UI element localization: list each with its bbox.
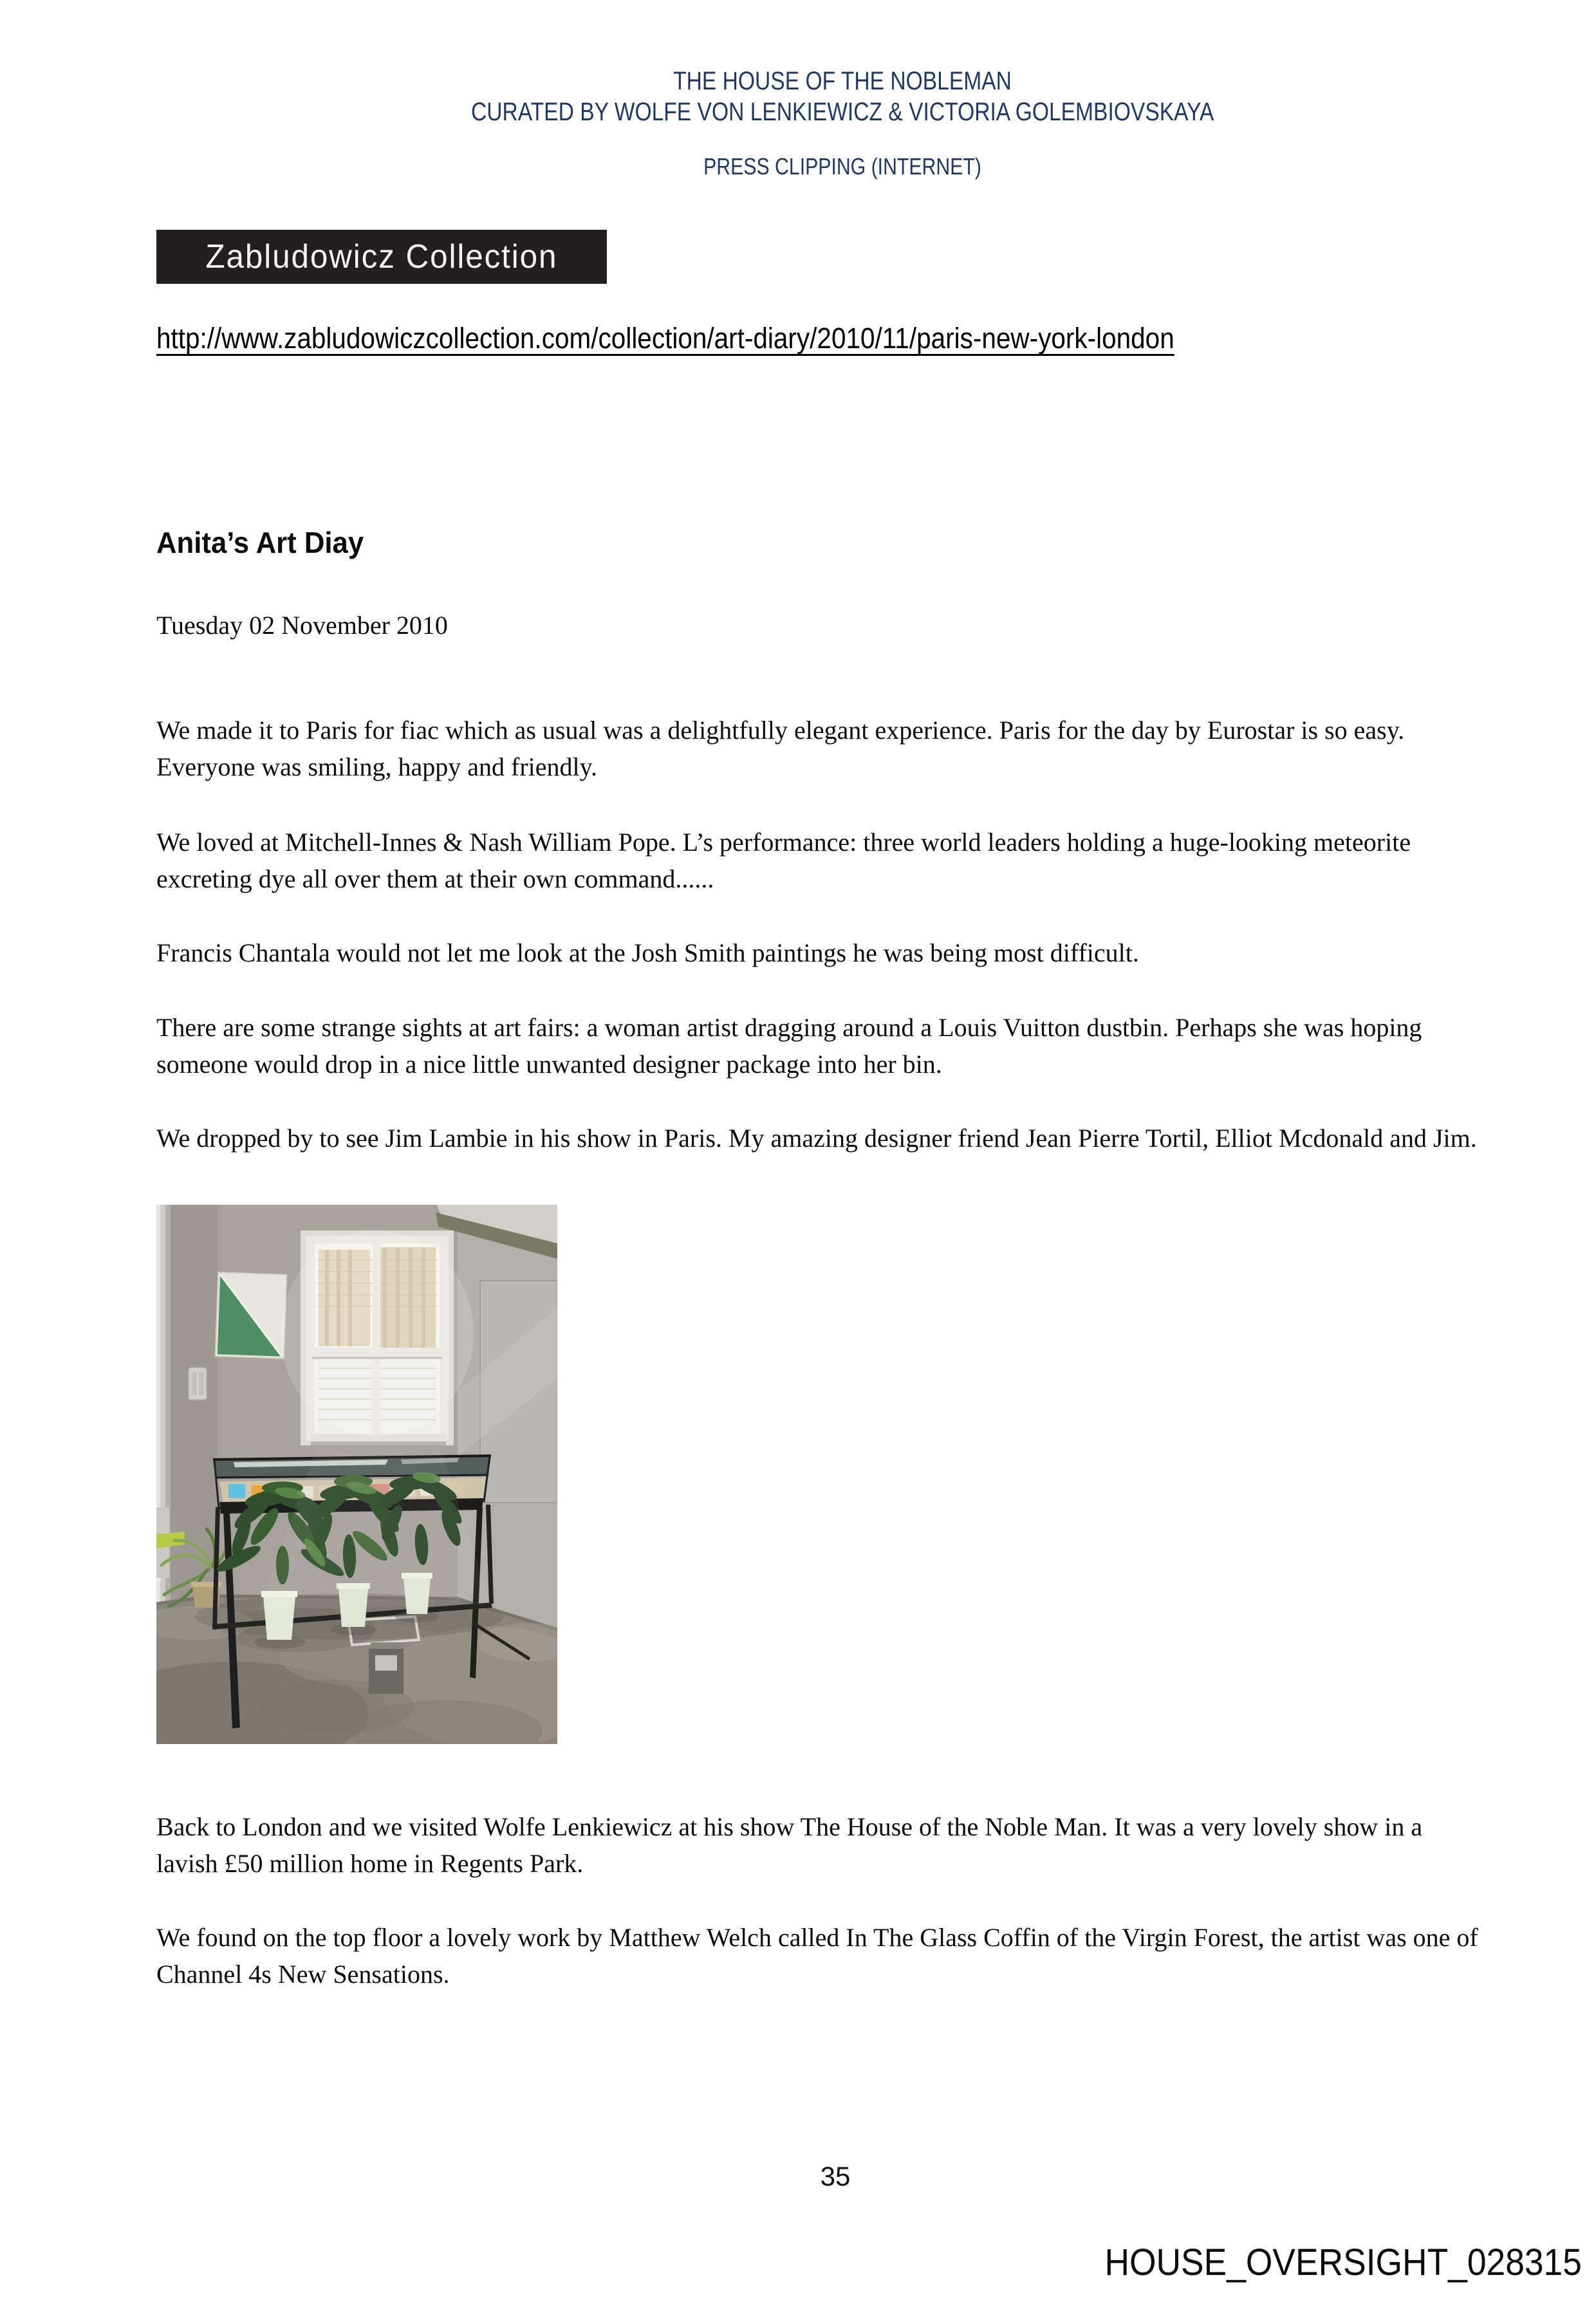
sash-window [281,1230,474,1445]
paragraph-3: Francis Chantala would not let me look at the Josh Smith paintings he was being most difficult. [156,938,1139,967]
paragraph-2: We loved at Mitchell-Innes & Nash William Pope. L’s performance: three world leaders holding a huge-looking meteorite excreting dye all over them at their own command...... [156,828,1411,893]
page-number: 35 [820,2161,851,2191]
paragraph-7: We found on the top floor a lovely work by Matthew Welch called In The Glass Coffin of the Virgin Forest, the artist was one of Channel 4s New Sensations. [156,1923,1478,1989]
paragraph-4: There are some strange sights at art fairs: a woman artist dragging around a Louis Vuitton dustbin. Perhaps she was hoping someone would drop in a nice little unwanted designer package into her bin. [156,1013,1422,1079]
gallery-room-photo [156,1205,557,1744]
header-line-3-wrap [0,153,1596,180]
logo-text: Zabludowicz Collection [205,238,558,275]
paragraph-5: We dropped by to see Jim Lambie in his show in Paris. My amazing designer friend Jean Pierre Tortil, Elliot Mcdonald and Jim. [156,1124,1477,1153]
light-switch [189,1368,207,1400]
header-line-2: CURATED BY WOLFE VON LENKIEWICZ & VICTORIA GOLEMBIOVSKAYA [470,98,1214,126]
press-header [0,67,1596,96]
paragraph-6: Back to London and we visited Wolfe Lenkiewicz at his show The House of the Noble Man. It was a very lovely show in a lavish £50 million home in Regents Park. [156,1812,1423,1878]
green-diagonal-painting [216,1272,286,1359]
source-url-link[interactable]: http://www.zabludowiczcollection.com/collection/art-diary/2010/11/paris-new-york-london [156,322,1174,355]
zabludowicz-collection-logo [156,230,607,284]
paragraph-1: We made it to Paris for fiac which as usual was a delightfully elegant experience. Paris for the day by Eurostar is so easy. Everyone was smiling, happy and friendly. [156,716,1405,781]
header-line-1: THE HOUSE OF THE NOBLEMAN [673,67,1012,95]
article-date: Tuesday 02 November 2010 [156,611,448,640]
header-line-2-wrap [0,98,1596,127]
floor-label-stand [369,1642,406,1694]
header-line-3: PRESS CLIPPING (INTERNET) [703,153,981,180]
article-title: Anita’s Art Diay [156,526,364,559]
document-id-stamp: HOUSE_OVERSIGHT_028315 [1104,2242,1582,2283]
